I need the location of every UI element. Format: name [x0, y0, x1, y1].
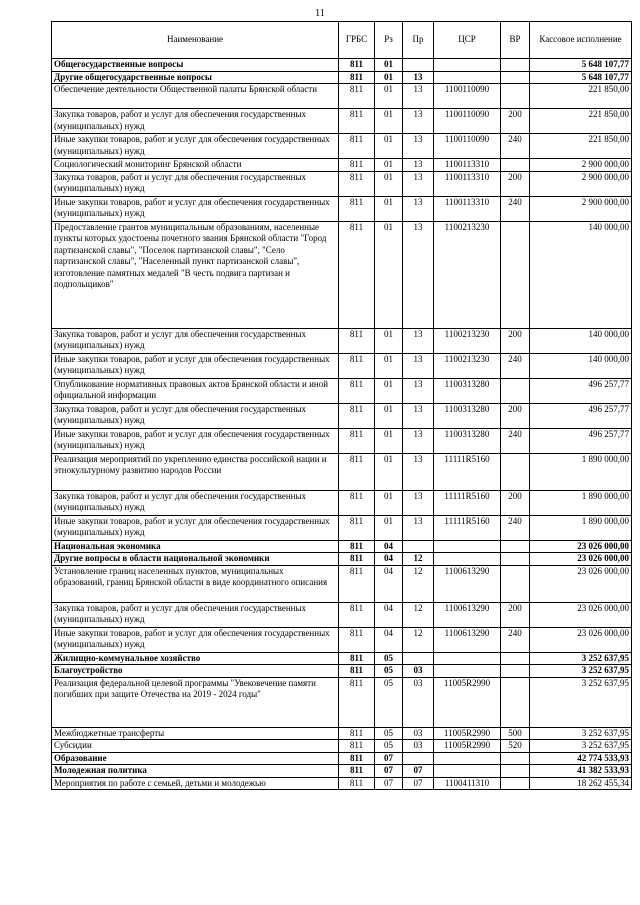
cell-pr: 07 [403, 765, 434, 778]
cell-pr: 13 [403, 84, 434, 109]
cell-vr: 240 [501, 627, 530, 652]
cell-grbs: 811 [339, 515, 375, 540]
cell-amount: 3 252 637,95 [530, 727, 632, 740]
cell-name: Социологический мониторинг Брянской области [52, 159, 339, 172]
cell-rz: 05 [375, 740, 403, 753]
cell-name: Закупка товаров, работ и услуг для обеспечения государственных (муниципальных) нужд [52, 328, 339, 353]
cell-grbs: 811 [339, 627, 375, 652]
table-row [52, 677, 632, 727]
cell-vr [501, 71, 530, 84]
table-row [52, 84, 632, 109]
cell-csr [434, 71, 501, 84]
table-row [52, 740, 632, 753]
cell-grbs: 811 [339, 752, 375, 765]
cell-vr [501, 453, 530, 490]
cell-name: Обеспечение деятельности Общественной палаты Брянской области [52, 84, 339, 109]
cell-grbs: 811 [339, 159, 375, 172]
cell-grbs: 811 [339, 553, 375, 566]
cell-amount: 496 257,77 [530, 403, 632, 428]
cell-rz: 07 [375, 777, 403, 790]
cell-vr: 520 [501, 740, 530, 753]
header-grbs: ГРБС [339, 22, 375, 59]
cell-pr: 12 [403, 553, 434, 566]
cell-grbs: 811 [339, 565, 375, 602]
cell-amount: 5 648 107,77 [530, 59, 632, 72]
cell-amount: 2 900 000,00 [530, 159, 632, 172]
cell-vr [501, 84, 530, 109]
cell-rz: 01 [375, 221, 403, 328]
cell-vr: 240 [501, 428, 530, 453]
table-row [52, 171, 632, 196]
cell-vr: 200 [501, 328, 530, 353]
cell-name: Иные закупки товаров, работ и услуг для обеспечения государственных (муниципальных) нужд [52, 627, 339, 652]
cell-amount: 23 026 000,00 [530, 602, 632, 627]
cell-amount: 1 890 000,00 [530, 490, 632, 515]
cell-grbs: 811 [339, 84, 375, 109]
cell-pr: 07 [403, 777, 434, 790]
cell-csr: 1100110090 [434, 84, 501, 109]
cell-pr: 13 [403, 196, 434, 221]
table-row [52, 752, 632, 765]
cell-amount: 221 850,00 [530, 84, 632, 109]
cell-name: Другие вопросы в области национальной экономики [52, 553, 339, 566]
cell-grbs: 811 [339, 765, 375, 778]
cell-grbs: 811 [339, 665, 375, 678]
cell-vr [501, 553, 530, 566]
table-header-row [52, 22, 632, 59]
cell-name: Опубликование нормативных правовых актов Брянской области и иной официальной информации [52, 378, 339, 403]
cell-vr [501, 652, 530, 665]
cell-pr: 03 [403, 665, 434, 678]
cell-csr: 1100313280 [434, 428, 501, 453]
cell-pr: 12 [403, 565, 434, 602]
cell-rz: 01 [375, 109, 403, 134]
cell-grbs: 811 [339, 328, 375, 353]
cell-amount: 42 774 533,93 [530, 752, 632, 765]
cell-grbs: 811 [339, 353, 375, 378]
cell-pr: 13 [403, 403, 434, 428]
cell-amount: 1 890 000,00 [530, 515, 632, 540]
cell-name: Национальная экономика [52, 540, 339, 553]
cell-amount: 2 900 000,00 [530, 171, 632, 196]
cell-csr: 11111R5160 [434, 515, 501, 540]
cell-rz: 05 [375, 665, 403, 678]
cell-rz: 07 [375, 752, 403, 765]
cell-name: Закупка товаров, работ и услуг для обеспечения государственных (муниципальных) нужд [52, 490, 339, 515]
cell-pr: 13 [403, 134, 434, 159]
cell-csr [434, 652, 501, 665]
cell-vr [501, 565, 530, 602]
cell-pr: 13 [403, 71, 434, 84]
page-number: 11 [315, 8, 325, 19]
cell-amount: 221 850,00 [530, 134, 632, 159]
cell-grbs: 811 [339, 378, 375, 403]
cell-grbs: 811 [339, 71, 375, 84]
cell-name: Общегосударственные вопросы [52, 59, 339, 72]
table-row [52, 453, 632, 490]
cell-grbs: 811 [339, 109, 375, 134]
cell-rz: 01 [375, 84, 403, 109]
cell-name: Межбюджетные трансферты [52, 727, 339, 740]
cell-name: Молодежная политика [52, 765, 339, 778]
cell-pr: 03 [403, 677, 434, 727]
cell-pr: 03 [403, 727, 434, 740]
table-row [52, 428, 632, 453]
cell-csr [434, 540, 501, 553]
cell-rz: 01 [375, 353, 403, 378]
table-row [52, 602, 632, 627]
cell-grbs: 811 [339, 428, 375, 453]
cell-name: Мероприятия по работе с семьей, детьми и молодежью [52, 777, 339, 790]
cell-amount: 140 000,00 [530, 353, 632, 378]
cell-vr: 500 [501, 727, 530, 740]
cell-csr: 1100313280 [434, 403, 501, 428]
cell-name: Благоустройство [52, 665, 339, 678]
cell-rz: 05 [375, 727, 403, 740]
cell-name: Иные закупки товаров, работ и услуг для обеспечения государственных (муниципальных) нужд [52, 428, 339, 453]
table-row [52, 59, 632, 72]
cell-amount: 496 257,77 [530, 428, 632, 453]
cell-csr: 1100113310 [434, 196, 501, 221]
cell-amount: 18 262 455,34 [530, 777, 632, 790]
cell-rz: 01 [375, 171, 403, 196]
cell-grbs: 811 [339, 196, 375, 221]
cell-grbs: 811 [339, 602, 375, 627]
cell-csr: 1100113310 [434, 171, 501, 196]
cell-pr [403, 752, 434, 765]
cell-amount: 41 382 533,93 [530, 765, 632, 778]
cell-csr: 11005R2990 [434, 677, 501, 727]
cell-csr [434, 59, 501, 72]
cell-vr: 200 [501, 109, 530, 134]
cell-name: Иные закупки товаров, работ и услуг для обеспечения государственных (муниципальных) нужд [52, 134, 339, 159]
cell-grbs: 811 [339, 453, 375, 490]
cell-name: Иные закупки товаров, работ и услуг для обеспечения государственных (муниципальных) нужд [52, 515, 339, 540]
cell-grbs: 811 [339, 59, 375, 72]
table-row [52, 71, 632, 84]
cell-pr: 03 [403, 740, 434, 753]
cell-grbs: 811 [339, 171, 375, 196]
cell-csr: 1100411310 [434, 777, 501, 790]
table-row [52, 134, 632, 159]
cell-rz: 01 [375, 159, 403, 172]
table-row [52, 378, 632, 403]
cell-vr: 200 [501, 602, 530, 627]
cell-amount: 496 257,77 [530, 378, 632, 403]
cell-rz: 07 [375, 765, 403, 778]
cell-name: Другие общегосударственные вопросы [52, 71, 339, 84]
cell-pr: 13 [403, 490, 434, 515]
cell-amount: 23 026 000,00 [530, 565, 632, 602]
cell-csr [434, 553, 501, 566]
cell-rz: 01 [375, 328, 403, 353]
cell-rz: 01 [375, 71, 403, 84]
header-amount: Кассовое исполнение [530, 22, 632, 59]
cell-csr [434, 765, 501, 778]
table-row [52, 196, 632, 221]
cell-pr: 12 [403, 602, 434, 627]
cell-vr [501, 752, 530, 765]
cell-pr: 13 [403, 428, 434, 453]
cell-amount: 3 252 637,95 [530, 652, 632, 665]
cell-pr: 13 [403, 109, 434, 134]
cell-pr [403, 59, 434, 72]
table-row [52, 553, 632, 566]
cell-vr: 240 [501, 196, 530, 221]
cell-csr: 11111R5160 [434, 490, 501, 515]
cell-name: Реализация федеральной целевой программы "Увековечение памяти погибших при защите Отечества на 2019 - 2024 годы" [52, 677, 339, 727]
cell-csr: 1100613290 [434, 565, 501, 602]
cell-name: Предоставление грантов муниципальным образованиям, населенные пункты которых удостоены почетного звания Брянской области "Город партизанской славы", "Поселок партизанской славы", "Село партизанской славы", "Населенный пункт партизанской славы", изготовление памятных медалей "В честь подвига партизан и подпольщиков" [52, 221, 339, 328]
cell-grbs: 811 [339, 652, 375, 665]
cell-amount: 23 026 000,00 [530, 540, 632, 553]
cell-amount: 3 252 637,95 [530, 665, 632, 678]
cell-vr: 200 [501, 490, 530, 515]
cell-rz: 04 [375, 540, 403, 553]
cell-amount: 140 000,00 [530, 221, 632, 328]
cell-csr: 1100213230 [434, 353, 501, 378]
cell-pr: 13 [403, 171, 434, 196]
table-row [52, 765, 632, 778]
table-row [52, 403, 632, 428]
cell-grbs: 811 [339, 490, 375, 515]
cell-rz: 05 [375, 677, 403, 727]
header-pr: Пр [403, 22, 434, 59]
cell-vr [501, 378, 530, 403]
cell-amount: 3 252 637,95 [530, 740, 632, 753]
cell-vr [501, 221, 530, 328]
cell-vr [501, 59, 530, 72]
table-row [52, 328, 632, 353]
header-rz: Рз [375, 22, 403, 59]
cell-pr: 13 [403, 328, 434, 353]
table-row [52, 221, 632, 328]
cell-pr: 13 [403, 221, 434, 328]
cell-grbs: 811 [339, 221, 375, 328]
cell-rz: 04 [375, 627, 403, 652]
cell-pr: 13 [403, 378, 434, 403]
table-row [52, 665, 632, 678]
cell-grbs: 811 [339, 740, 375, 753]
cell-csr: 1100213230 [434, 328, 501, 353]
cell-amount: 23 026 000,00 [530, 627, 632, 652]
table-row [52, 777, 632, 790]
cell-rz: 04 [375, 565, 403, 602]
cell-pr: 13 [403, 515, 434, 540]
cell-name: Закупка товаров, работ и услуг для обеспечения государственных (муниципальных) нужд [52, 602, 339, 627]
cell-csr: 1100613290 [434, 602, 501, 627]
table-row [52, 353, 632, 378]
cell-amount: 5 648 107,77 [530, 71, 632, 84]
cell-vr [501, 777, 530, 790]
cell-vr: 240 [501, 515, 530, 540]
cell-vr: 200 [501, 403, 530, 428]
cell-vr: 200 [501, 171, 530, 196]
cell-name: Реализация мероприятий по укреплению единства российской нации и этнокультурному развитию народов России [52, 453, 339, 490]
table-row [52, 627, 632, 652]
cell-csr [434, 752, 501, 765]
cell-name: Жилищно-коммунальное хозяйство [52, 652, 339, 665]
cell-rz: 01 [375, 490, 403, 515]
cell-vr [501, 677, 530, 727]
table-row [52, 159, 632, 172]
cell-rz: 05 [375, 652, 403, 665]
cell-csr: 11005R2990 [434, 727, 501, 740]
cell-name: Установление границ населенных пунктов, муниципальных образований, границ Брянской области в виде координатного описания [52, 565, 339, 602]
cell-grbs: 811 [339, 727, 375, 740]
table-row [52, 565, 632, 602]
cell-vr: 240 [501, 353, 530, 378]
cell-csr: 1100613290 [434, 627, 501, 652]
cell-csr: 1100213230 [434, 221, 501, 328]
cell-csr: 1100113310 [434, 159, 501, 172]
cell-rz: 01 [375, 59, 403, 72]
cell-amount: 2 900 000,00 [530, 196, 632, 221]
cell-rz: 01 [375, 196, 403, 221]
cell-rz: 04 [375, 602, 403, 627]
table-row [52, 109, 632, 134]
cell-rz: 01 [375, 453, 403, 490]
cell-grbs: 811 [339, 540, 375, 553]
table-row [52, 490, 632, 515]
table-row [52, 652, 632, 665]
cell-vr [501, 765, 530, 778]
table-row [52, 540, 632, 553]
cell-grbs: 811 [339, 777, 375, 790]
cell-pr: 12 [403, 627, 434, 652]
cell-grbs: 811 [339, 134, 375, 159]
cell-csr: 1100313280 [434, 378, 501, 403]
cell-pr: 13 [403, 353, 434, 378]
cell-amount: 1 890 000,00 [530, 453, 632, 490]
cell-grbs: 811 [339, 403, 375, 428]
cell-csr: 11111R5160 [434, 453, 501, 490]
cell-amount: 221 850,00 [530, 109, 632, 134]
cell-name: Субсидии [52, 740, 339, 753]
cell-grbs: 811 [339, 677, 375, 727]
cell-rz: 01 [375, 515, 403, 540]
cell-csr: 1100110090 [434, 134, 501, 159]
header-name: Наименование [52, 22, 339, 59]
cell-rz: 01 [375, 378, 403, 403]
cell-amount: 23 026 000,00 [530, 553, 632, 566]
cell-pr: 13 [403, 159, 434, 172]
cell-pr [403, 652, 434, 665]
cell-rz: 01 [375, 428, 403, 453]
header-csr: ЦСР [434, 22, 501, 59]
cell-name: Закупка товаров, работ и услуг для обеспечения государственных (муниципальных) нужд [52, 109, 339, 134]
cell-vr [501, 159, 530, 172]
table-row [52, 727, 632, 740]
cell-name: Иные закупки товаров, работ и услуг для обеспечения государственных (муниципальных) нужд [52, 353, 339, 378]
cell-csr [434, 665, 501, 678]
cell-rz: 01 [375, 134, 403, 159]
cell-pr [403, 540, 434, 553]
cell-name: Иные закупки товаров, работ и услуг для обеспечения государственных (муниципальных) нужд [52, 196, 339, 221]
cell-csr: 1100110090 [434, 109, 501, 134]
cell-vr: 240 [501, 134, 530, 159]
cell-vr [501, 540, 530, 553]
cell-name: Закупка товаров, работ и услуг для обеспечения государственных (муниципальных) нужд [52, 171, 339, 196]
cell-amount: 3 252 637,95 [530, 677, 632, 727]
cell-csr: 11005R2990 [434, 740, 501, 753]
cell-name: Закупка товаров, работ и услуг для обеспечения государственных (муниципальных) нужд [52, 403, 339, 428]
cell-amount: 140 000,00 [530, 328, 632, 353]
cell-rz: 04 [375, 553, 403, 566]
budget-execution-table [51, 21, 632, 790]
cell-rz: 01 [375, 403, 403, 428]
table-row [52, 515, 632, 540]
cell-name: Образование [52, 752, 339, 765]
cell-pr: 13 [403, 453, 434, 490]
header-vr: ВР [501, 22, 530, 59]
cell-vr [501, 665, 530, 678]
